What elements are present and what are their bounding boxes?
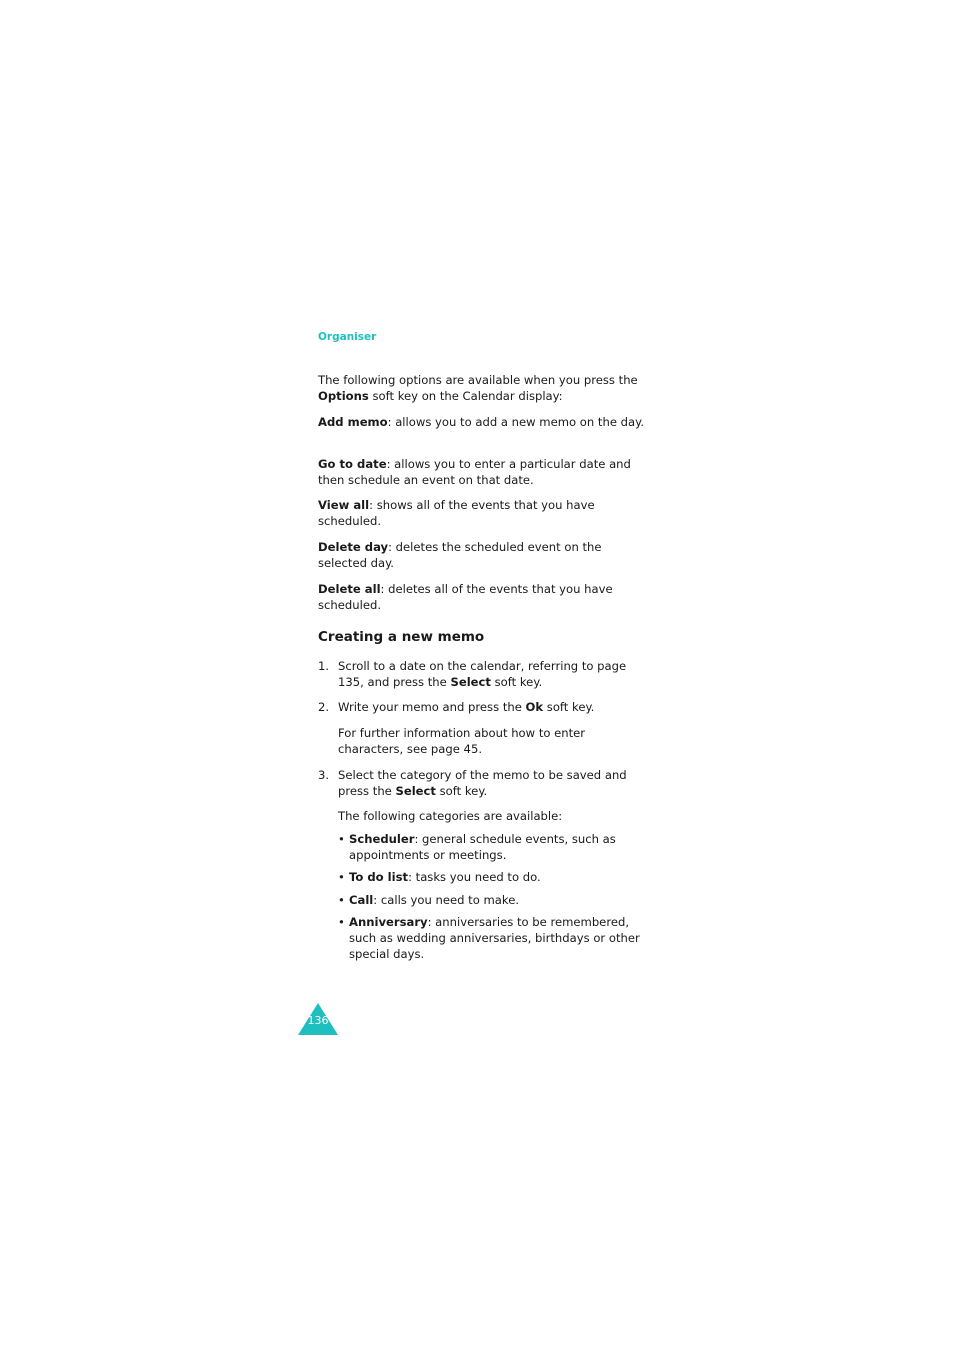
category-scheduler: • Scheduler: general schedule events, such as appointments or meetings. xyxy=(338,832,616,862)
step-3-note: The following categories are available: xyxy=(338,809,563,823)
option-go-to-date: Go to date: allows you to enter a particular date and then schedule an event on that date. xyxy=(318,457,631,487)
option-delete-day: Delete day: deletes the scheduled event on the selected day. xyxy=(318,540,602,570)
category-to-do-list: • To do list: tasks you need to do. xyxy=(338,870,541,884)
section-heading: Creating a new memo xyxy=(318,629,485,645)
category-anniversary: • Anniversary: anniversaries to be remembered, such as wedding anniversaries, birthdays or other special days. xyxy=(338,915,640,961)
step-2: 2. Write your memo and press the Ok soft key. xyxy=(318,700,595,714)
category-call: • Call: calls you need to make. xyxy=(338,893,520,907)
step-3: 3. Select the category of the memo to be saved and press the Select soft key. xyxy=(318,768,627,798)
step-2-note: For further information about how to enter characters, see page 45. xyxy=(338,726,586,756)
page-number: 136 xyxy=(307,1014,329,1027)
option-add-memo: Add memo: allows you to add a new memo on the day. xyxy=(318,415,645,429)
section-title: Organiser xyxy=(318,331,377,343)
step-1: 1. Scroll to a date on the calendar, referring to page 135, and press the Select soft key. xyxy=(318,659,627,689)
option-view-all: View all: shows all of the events that you have scheduled. xyxy=(318,498,595,528)
intro-paragraph: The following options are available when you press the Options soft key on the Calendar display: xyxy=(318,373,638,403)
option-delete-all: Delete all: deletes all of the events that you have scheduled. xyxy=(318,582,613,612)
